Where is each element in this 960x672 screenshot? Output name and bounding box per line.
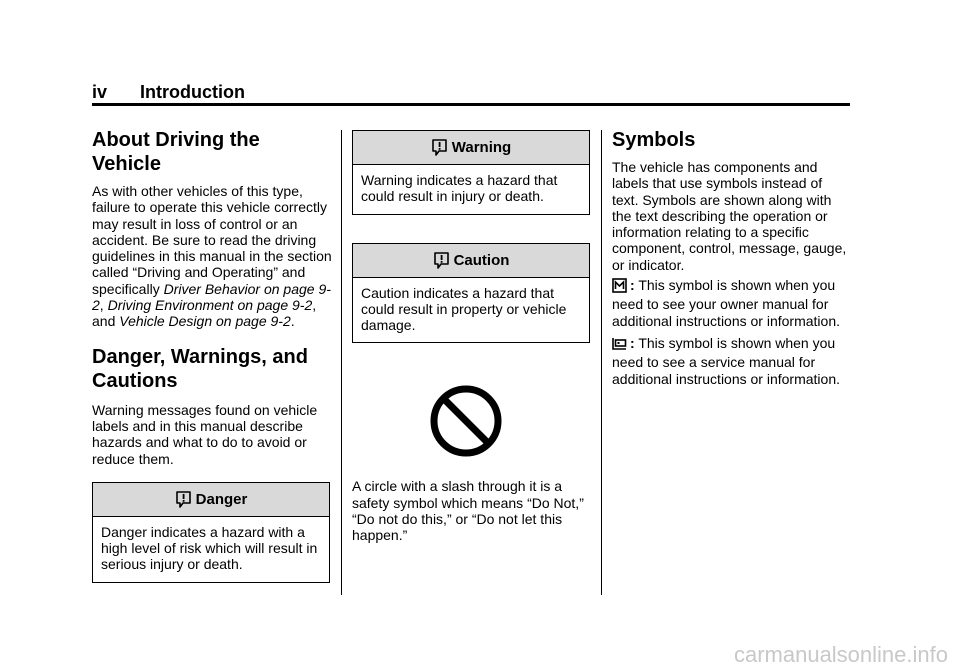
heading-about-driving: About Driving the Vehicle bbox=[92, 129, 260, 175]
owner-manual-icon bbox=[612, 278, 627, 296]
ref-vehicle-design[interactable]: Vehicle Design on page 9-2 bbox=[119, 313, 291, 330]
column-2 bbox=[352, 128, 590, 544]
warning-symbol-icon bbox=[433, 251, 450, 270]
page-number: iv bbox=[92, 82, 108, 102]
warning-title: Warning bbox=[451, 139, 512, 156]
owner-manual-text: This symbol is shown when you need to see your owner manual for additional instructions or information. bbox=[612, 277, 841, 329]
circle-slash-paragraph: A circle with a slash through it is a safety symbol which means “Do Not,” “Do not do this,” or “Do not let this happen.” bbox=[352, 478, 584, 544]
warning-body: Warning indicates a hazard that could result in injury or death. bbox=[361, 172, 558, 205]
about-driving-paragraph: As with other vehicles of this type, failure to operate this vehicle correctly may result in loss of control or an accident. Be sure to read the driving guidelines in this manual in the section called “Driving and Operating” and specifically Driver Behavior on page 9-2, Driving Environment on page 9-2, and Vehicle Design on page 9-2. bbox=[92, 183, 332, 330]
danger-box-header bbox=[93, 483, 329, 517]
symbols-intro: The vehicle has components and labels that use symbols instead of text. Symbols are shown along with the text describing the operation or information relating to a specific component, control, message, gauge, or indicator. bbox=[612, 159, 847, 273]
section-title: Introduction bbox=[140, 82, 245, 102]
column-divider-2 bbox=[601, 130, 602, 595]
service-manual-colon: : bbox=[630, 334, 635, 351]
about-driving-intro: As with other vehicles of this type, failure to operate this vehicle correctly may result in loss of control or an accident. Be sure to read the driving guidelines in this manual in the section called “Driving and Operating” and specifically bbox=[92, 183, 332, 297]
column-divider-1 bbox=[341, 130, 342, 595]
service-manual-symbol-line bbox=[612, 335, 852, 387]
header-rule bbox=[92, 103, 850, 106]
caution-body: Caution indicates a hazard that could result in property or vehicle damage. bbox=[361, 284, 567, 334]
warning-symbol-icon bbox=[175, 490, 192, 509]
prohibition-circle-icon bbox=[428, 383, 504, 459]
column-3 bbox=[612, 128, 852, 387]
danger-body: Danger indicates a hazard with a high level of risk which will result in serious injury or death. bbox=[101, 523, 318, 573]
service-manual-icon bbox=[612, 336, 627, 354]
ref-driving-environment[interactable]: Driving Environment on page 9-2 bbox=[107, 297, 313, 314]
column-1 bbox=[92, 128, 332, 583]
owner-manual-colon: : bbox=[630, 277, 635, 294]
watermark: carmanualsonline.info bbox=[733, 642, 948, 667]
ref-driver-behavior[interactable]: Driver Behavior on page 9-2 bbox=[92, 280, 331, 314]
warning-box bbox=[352, 130, 590, 215]
warning-symbol-icon bbox=[431, 138, 448, 157]
owner-manual-symbol-line bbox=[612, 277, 852, 329]
heading-danger-warnings-cautions: Danger, Warnings, and Cautions bbox=[92, 345, 308, 392]
prohibition-figure bbox=[342, 383, 590, 464]
caution-box-header bbox=[353, 244, 589, 278]
danger-title: Danger bbox=[195, 490, 248, 508]
heading-symbols: Symbols bbox=[612, 129, 696, 151]
warning-box-header bbox=[353, 131, 589, 165]
and-word: and bbox=[92, 313, 116, 330]
danger-box bbox=[92, 482, 330, 583]
warnings-paragraph: Warning messages found on vehicle labels and in this manual describe hazards and what to do to avoid or reduce them. bbox=[92, 401, 318, 467]
caution-box bbox=[352, 243, 590, 344]
service-manual-text: This symbol is shown when you need to see a service manual for additional instructions or information. bbox=[612, 334, 841, 387]
caution-title: Caution bbox=[453, 251, 510, 269]
